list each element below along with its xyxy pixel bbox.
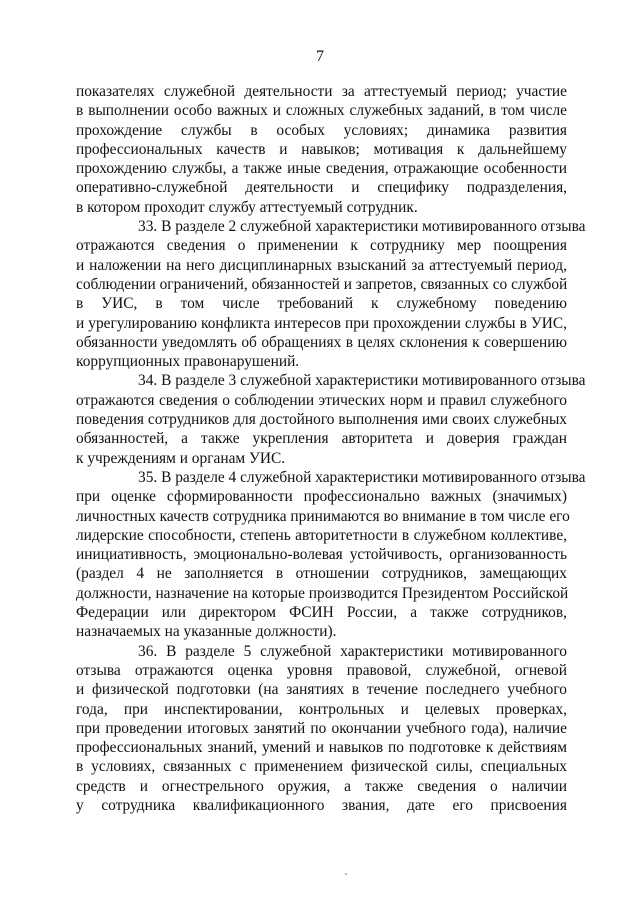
text-line: в УИС, в том числе требований к служебному поведению: [76, 295, 567, 313]
text-line: коррупционных правонарушений.: [76, 353, 300, 371]
text-line: профессиональных знаний, умений и навыков по подготовке к действиям: [76, 739, 567, 757]
text-line: (раздел 4 не заполняется в отношении сотрудников, замещающих: [76, 565, 567, 583]
text-line: к учреждениям и органам УИС.: [76, 449, 286, 467]
text-line: отражаются сведения о применении к сотруднику мер поощрения: [76, 237, 567, 255]
text-line: инициативность, эмоционально-волевая устойчивость, организованность: [76, 546, 567, 564]
text-line: прохождение службы в особых условиях; динамика развития: [76, 121, 567, 139]
text-line: Федерации или директором ФСИН России, а также сотрудников,: [76, 604, 567, 622]
text-line: обязанности уведомлять об обращениях в целях склонения к совершению: [76, 333, 567, 351]
text-line: поведения сотрудников для достойного выполнения ими своих служебных: [76, 411, 567, 429]
page-number: 7: [316, 48, 324, 65]
text-line: обязанностей, а также укрепления авторитета и доверия граждан: [76, 430, 567, 448]
text-line: средств и огнестрельного оружия, а также сведения о наличии: [76, 777, 567, 795]
text-line: и урегулированию конфликта интересов при прохождении службы в УИС,: [76, 314, 567, 332]
text-line: лидерские способности, степень авторитетности в служебном коллективе,: [76, 526, 567, 544]
text-line: в условиях, связанных с применением физической силы, специальных: [76, 758, 567, 776]
text-line: при проведении итоговых занятий по окончании учебного года), наличие: [76, 719, 567, 737]
body-text: [76, 82, 586, 815]
text-line: назначаемых на указанные должности).: [76, 623, 337, 641]
text-line: должности, назначение на которые производится Президентом Российской: [76, 584, 569, 602]
text-line: в выполнении особо важных и сложных служебных заданий, в том числе: [76, 102, 567, 120]
text-line: показателях служебной деятельности за аттестуемый период; участие: [76, 83, 567, 100]
text-line: соблюдении ограничений, обязанностей и запретов, связанных со службой: [76, 275, 568, 293]
text-line: года, при инспектировании, контрольных и целевых проверках,: [76, 700, 567, 718]
text-line: и наложении на него дисциплинарных взысканий за аттестуемый период,: [76, 256, 567, 274]
paragraph-first-line: 34. В разделе 3 служебной характеристики мотивированного отзыва: [138, 372, 586, 390]
text-line: прохождению службы, а также иные сведения, отражающие особенности: [76, 160, 567, 178]
text-line: оперативно-служебной деятельности и специфику подразделения,: [76, 179, 567, 197]
scan-speck: [345, 873, 347, 875]
text-line: личностных качеств сотрудника принимаются во внимание в том числе его: [76, 507, 570, 525]
paragraph-first-line: 35. В разделе 4 служебной характеристики мотивированного отзыва: [138, 468, 586, 486]
text-line: в котором проходит службу аттестуемый сотрудник.: [76, 198, 418, 216]
text-line: отражаются сведения о соблюдении этических норм и правил служебного: [76, 391, 567, 409]
text-line: и физической подготовки (на занятиях в течение последнего учебного: [76, 681, 567, 699]
text-line: у сотрудника квалификационного звания, дате его присвоения: [76, 796, 567, 814]
text-line: при оценке сформированности профессионально важных (значимых): [76, 488, 567, 506]
text-line: отзыва отражаются оценка уровня правовой, служебной, огневой: [76, 661, 567, 679]
paragraph-first-line: 33. В разделе 2 служебной характеристики мотивированного отзыва: [138, 218, 586, 236]
paragraph-first-line: 36. В разделе 5 служебной характеристики мотивированного: [138, 642, 567, 660]
text-line: профессиональных качеств и навыков; мотивация к дальнейшему: [76, 140, 567, 158]
